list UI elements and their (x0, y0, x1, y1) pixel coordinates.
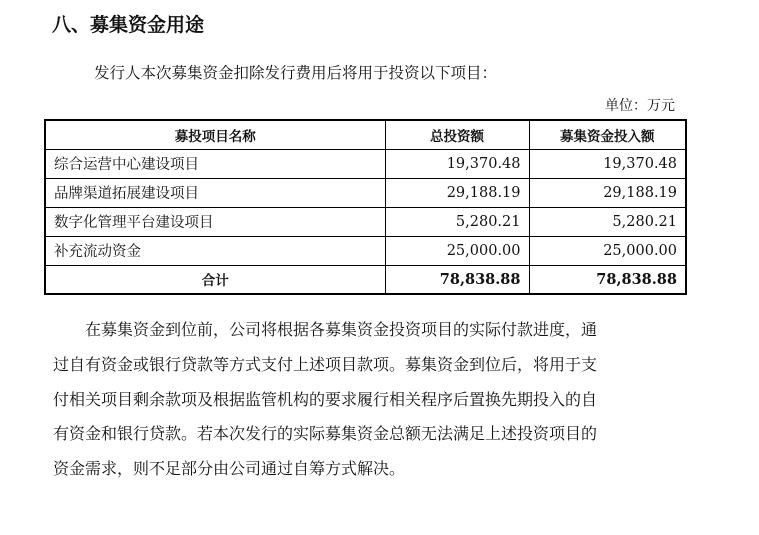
section-title: 八、募集资金用途 (52, 14, 205, 36)
paragraph-line: 在募集资金到位前，公司将根据各募集资金投资项目的实际付款进度，通 (53, 320, 598, 339)
raised-funds-cell: 5,280.21 (529, 207, 686, 236)
header-total-investment: 总投资额 (385, 120, 529, 149)
project-name-cell: 补充流动资金 (45, 236, 385, 265)
total-label-cell: 合计 (45, 265, 385, 294)
body-paragraph (53, 313, 687, 487)
total-investment-sum-cell: 78,838.88 (385, 265, 529, 294)
paragraph-line: 付相关项目剩余款项及根据监管机构的要求履行相关程序后置换先期投入的自 (53, 389, 598, 409)
total-investment-cell: 19,370.48 (385, 149, 529, 178)
project-name-cell: 品牌渠道拓展建设项目 (45, 178, 385, 207)
raised-funds-cell: 25,000.00 (529, 236, 686, 265)
fund-use-table (44, 119, 687, 295)
total-investment-cell: 29,188.19 (385, 178, 529, 207)
table-row (45, 178, 686, 207)
raised-funds-sum-cell: 78,838.88 (529, 265, 686, 294)
table-row (45, 207, 686, 236)
project-name-cell: 综合运营中心建设项目 (45, 149, 385, 178)
table-row (45, 236, 686, 265)
project-name-cell: 数字化管理平台建设项目 (45, 207, 385, 236)
table-header-row (45, 120, 686, 149)
intro-text: 发行人本次募集资金扣除发行费用后将用于投资以下项目： (94, 64, 498, 82)
header-project-name: 募投项目名称 (45, 120, 385, 149)
table-row (45, 149, 686, 178)
table-total-row (45, 265, 686, 294)
paragraph-line: 有资金和银行贷款。若本次发行的实际募集资金总额无法满足上述投资项目的 (53, 424, 598, 444)
raised-funds-cell: 19,370.48 (529, 149, 686, 178)
header-raised-funds: 募集资金投入额 (529, 120, 686, 149)
unit-label: 单位：万元 (605, 98, 675, 114)
paragraph-line: 过自有资金或银行贷款等方式支付上述项目款项。募集资金到位后，将用于支 (53, 354, 598, 374)
total-investment-cell: 25,000.00 (385, 236, 529, 265)
total-investment-cell: 5,280.21 (385, 207, 529, 236)
paragraph-line: 资金需求，则不足部分由公司通过自筹方式解决。 (53, 459, 406, 479)
raised-funds-cell: 29,188.19 (529, 178, 686, 207)
